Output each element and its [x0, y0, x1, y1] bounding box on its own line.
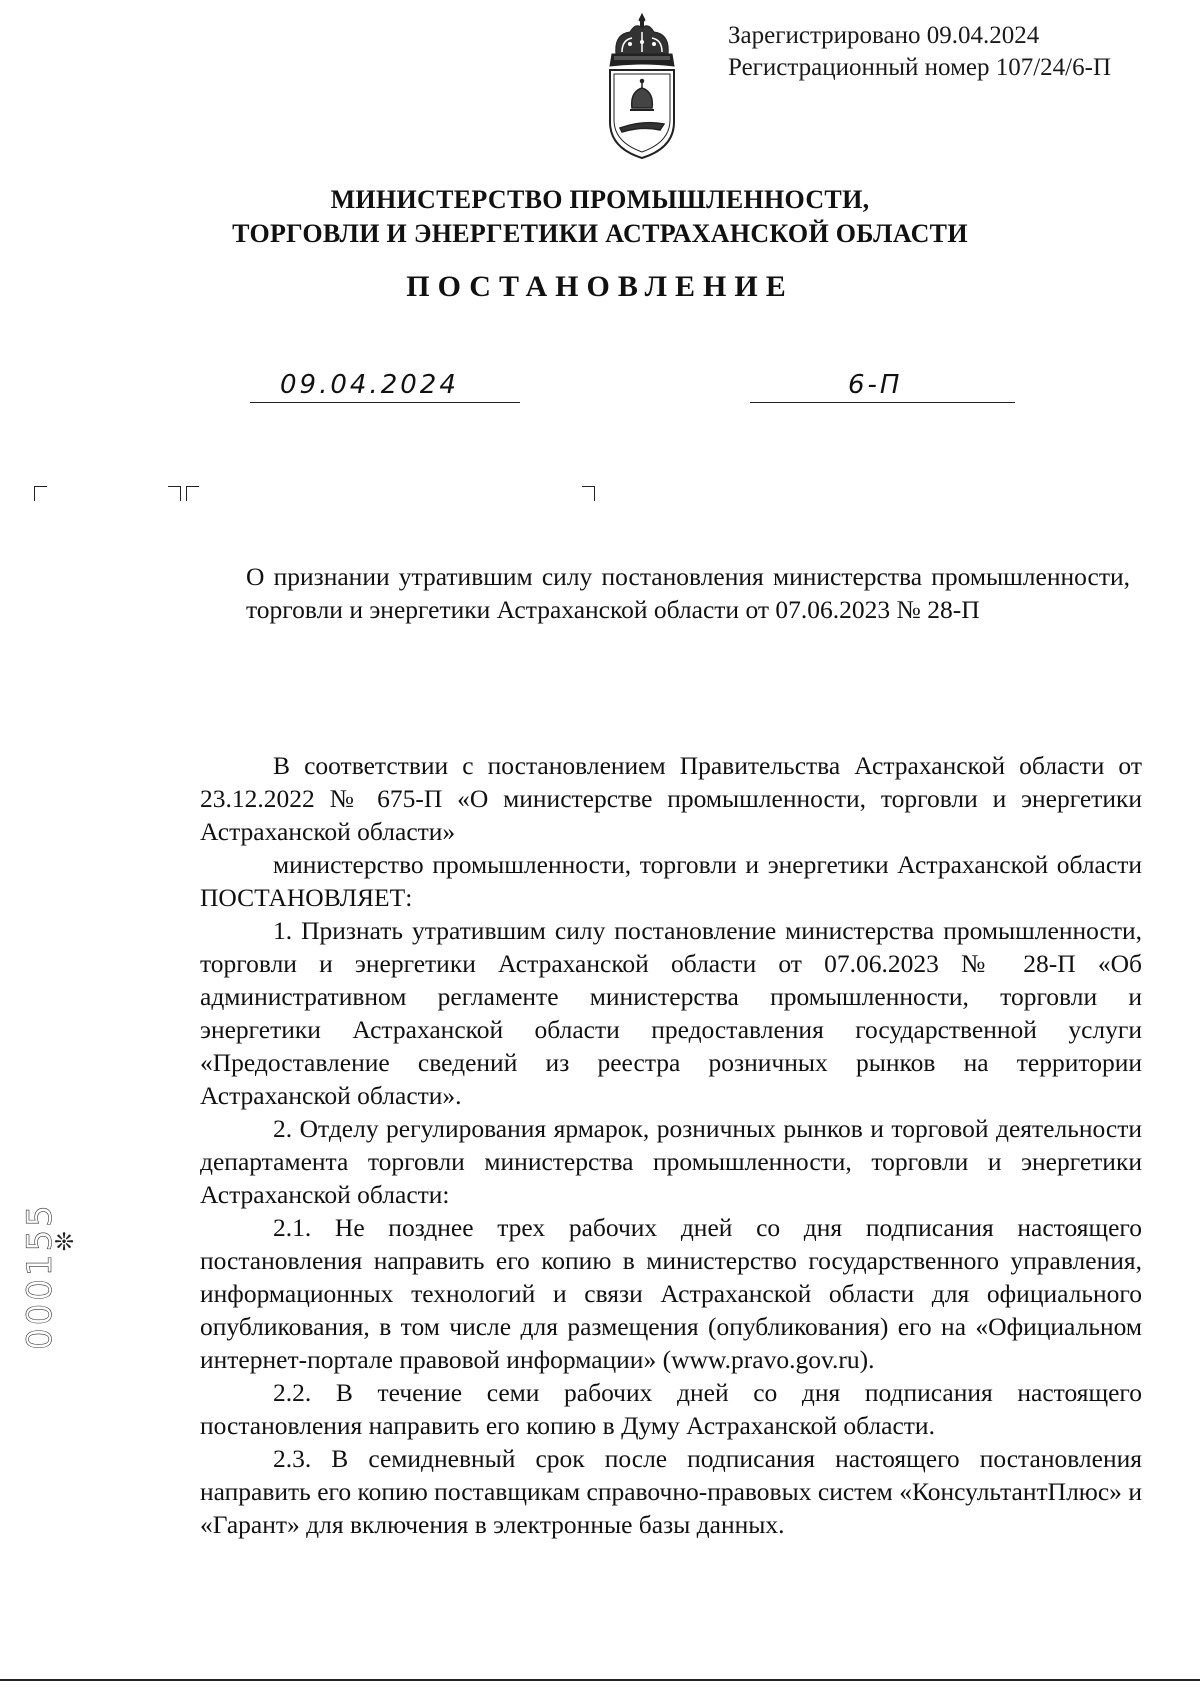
margin-ornament-icon: ❊ — [54, 1230, 75, 1256]
item-2-paragraph: 2. Отделу регулирования ярмарок, розничных рынков и торговой деятельности департамента торговли министерства промышленности, торговли и энергетики Астраханской области: — [200, 1114, 1142, 1209]
document-date-field — [250, 370, 520, 403]
coat-of-arms-icon — [602, 12, 682, 162]
ministry-name-line-1: МИНИСТЕРСТВО ПРОМЫШЛЕННОСТИ, — [330, 185, 870, 214]
item-2-3-paragraph: 2.3. В семидневный срок после подписания настоящего постановления направить его копию поставщикам справочно-правовых систем «КонсультантПлюс» и «Гарант» для включения в электронные базы данных. — [200, 1444, 1142, 1539]
item-2-1-paragraph: 2.1. Не позднее трех рабочих дней со дня подписания настоящего постановления направить его копию в министерство государственного управления, информационных технологий и связи Астраханской области для официального опубликования, в том числе для размещения (опубликования) его на «Официальном интернет-портале правовой информации» (www.pravo.gov.ru). — [200, 1213, 1142, 1374]
document-body — [200, 749, 1142, 1541]
registration-date: Зарегистрировано 09.04.2024 — [728, 22, 1040, 49]
registration-stamp — [728, 20, 1111, 84]
registration-number: Регистрационный номер 107/24/6-П — [728, 54, 1112, 81]
bracket-mark — [34, 486, 47, 501]
side-serial-number: 000155 — [20, 1202, 60, 1350]
document-number: 6-П — [848, 370, 903, 400]
item-1-paragraph: 1. Признать утратившим силу постановление министерства промышленности, торговли и энергетики Астраханской области от 07.06.2023 № 28-П «Об административном регламенте министерства промышленности, торговли и энергетики Астраханской области предоставления государственной услуги «Предоставление сведений из реестра розничных рынков на территории Астраханской области». — [200, 916, 1142, 1110]
preamble-paragraph: В соответствии с постановлением Правительства Астраханской области от 23.12.2022 № 675-П «О министерстве промышленности, торговли и энергетики Астраханской области» — [200, 751, 1142, 846]
bottom-divider — [0, 1679, 1200, 1681]
document-number-field — [750, 370, 1015, 403]
document-subject: О признании утратившим силу постановления министерства промышленности, торговли и энергетики Астраханской области от 07.06.2023 № 28-П — [246, 562, 1130, 624]
resolves-paragraph: министерство промышленности, торговли и энергетики Астраханской области ПОСТАНОВЛЯЕТ: — [200, 850, 1142, 912]
bracket-mark — [186, 486, 199, 501]
bracket-mark — [582, 486, 595, 501]
document-date: 09.04.2024 — [280, 370, 459, 400]
ministry-name — [0, 183, 1200, 251]
document-type-title: ПОСТАНОВЛЕНИЕ — [406, 270, 794, 303]
ministry-name-line-2: ТОРГОВЛИ И ЭНЕРГЕТИКИ АСТРАХАНСКОЙ ОБЛАСТИ — [232, 219, 968, 248]
bracket-mark — [168, 486, 181, 501]
item-2-2-paragraph: 2.2. В течение семи рабочих дней со дня подписания настоящего постановления направить его копию в Думу Астраханской области. — [200, 1378, 1142, 1440]
